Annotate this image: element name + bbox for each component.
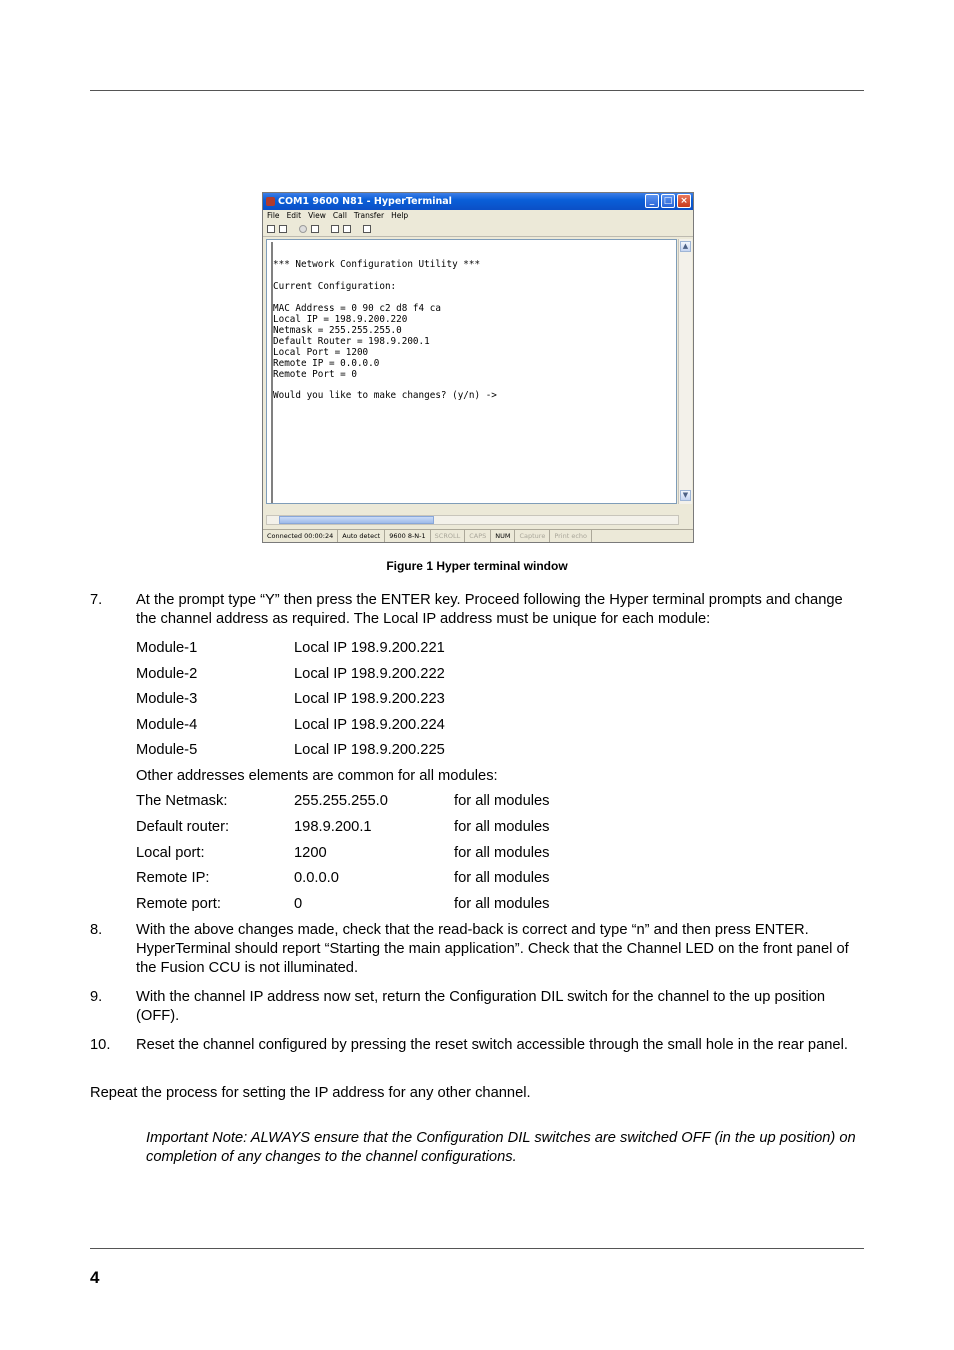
common-label-netmask: The Netmask: bbox=[136, 793, 228, 809]
step-8-number: 8. bbox=[90, 922, 103, 938]
status-caps: CAPS bbox=[465, 530, 491, 542]
status-detect: Auto detect bbox=[338, 530, 385, 542]
module-4-name: Module-4 bbox=[136, 717, 198, 733]
common-scope-remote-port: for all modules bbox=[454, 896, 550, 912]
common-label-remote-ip: Remote IP: bbox=[136, 870, 210, 886]
window-title: COM1 9600 N81 - HyperTerminal bbox=[278, 196, 452, 207]
common-scope-router: for all modules bbox=[454, 819, 550, 835]
horizontal-scrollbar bbox=[266, 515, 679, 525]
open-icon bbox=[279, 225, 287, 233]
module-5-name: Module-5 bbox=[136, 742, 198, 758]
hyperterminal-screenshot bbox=[262, 192, 694, 543]
status-settings: 9600 8-N-1 bbox=[385, 530, 430, 542]
terminal-output: *** Network Configuration Utility *** Current Configuration: MAC Address = 0 90 c2 d8 f4 ca Local IP = 198.9.200.220 Netmask = 255.255.255.0 Default Router = 198.9.200.1 Local Port = 1200 Remote IP = 0.0.0.0 Remote Port = 0 Would you like to make changes? (y/n) -> bbox=[273, 259, 497, 402]
minimize-icon: _ bbox=[645, 194, 659, 208]
common-scope-netmask: for all modules bbox=[454, 793, 550, 809]
scroll-up-icon: ▲ bbox=[680, 241, 691, 252]
common-value-netmask: 255.255.255.0 bbox=[294, 793, 388, 809]
hyperterminal-app-icon bbox=[266, 197, 275, 206]
window-toolbar bbox=[263, 222, 693, 237]
step-9-text: With the channel IP address now set, return the Configuration DIL switch for the channel to the up position (OFF). bbox=[136, 989, 826, 1024]
step-9-number: 9. bbox=[90, 989, 103, 1005]
menu-file: File bbox=[267, 211, 280, 220]
disconnect-icon bbox=[311, 225, 319, 233]
common-scope-remote-ip: for all modules bbox=[454, 870, 550, 886]
menu-view: View bbox=[308, 211, 326, 220]
footer-rule bbox=[90, 1248, 864, 1249]
horizontal-scroll-thumb bbox=[279, 516, 434, 524]
repeat-paragraph: Repeat the process for setting the IP address for any other channel. bbox=[90, 1085, 531, 1101]
receive-icon bbox=[343, 225, 351, 233]
close-icon: × bbox=[677, 194, 691, 208]
status-capture: Capture bbox=[515, 530, 550, 542]
menu-help: Help bbox=[391, 211, 409, 220]
module-1-name: Module-1 bbox=[136, 640, 198, 656]
step-8-text: With the above changes made, check that the read-back is correct and type “n” and then press ENTER. HyperTerminal should report “Starting the main application”. Check that the Channel LED on the front panel of the Fusion CCU is not illuminated. bbox=[136, 922, 849, 976]
menu-transfer: Transfer bbox=[353, 211, 385, 220]
window-menubar bbox=[263, 210, 693, 222]
status-connected: Connected 00:00:24 bbox=[263, 530, 338, 542]
module-3-name: Module-3 bbox=[136, 691, 198, 707]
module-2-ip: Local IP 198.9.200.222 bbox=[294, 666, 445, 682]
status-bar bbox=[263, 529, 693, 542]
maximize-icon: □ bbox=[661, 194, 675, 208]
common-scope-local-port: for all modules bbox=[454, 845, 550, 861]
terminal-area bbox=[266, 239, 677, 504]
step-10-number: 10. bbox=[90, 1037, 111, 1053]
status-num: NUM bbox=[491, 530, 515, 542]
send-icon bbox=[331, 225, 339, 233]
module-1-ip: Local IP 198.9.200.221 bbox=[294, 640, 445, 656]
common-label-local-port: Local port: bbox=[136, 845, 205, 861]
menu-edit: Edit bbox=[286, 211, 302, 220]
module-3-ip: Local IP 198.9.200.223 bbox=[294, 691, 445, 707]
properties-icon bbox=[363, 225, 371, 233]
header-rule bbox=[90, 90, 864, 91]
menu-call: Call bbox=[332, 211, 347, 220]
common-value-remote-port: 0 bbox=[294, 896, 303, 912]
vertical-scrollbar bbox=[678, 239, 692, 504]
module-5-ip: Local IP 198.9.200.225 bbox=[294, 742, 445, 758]
status-print-echo: Print echo bbox=[550, 530, 592, 542]
connect-icon bbox=[299, 225, 307, 233]
common-intro: Other addresses elements are common for all modules: bbox=[136, 768, 498, 784]
window-titlebar bbox=[263, 193, 693, 210]
step-7-number: 7. bbox=[90, 592, 103, 608]
common-label-remote-port: Remote port: bbox=[136, 896, 221, 912]
new-connection-icon bbox=[267, 225, 275, 233]
module-2-name: Module-2 bbox=[136, 666, 198, 682]
page-number: 4 bbox=[90, 1268, 100, 1287]
status-scroll: SCROLL bbox=[431, 530, 466, 542]
scroll-down-icon: ▼ bbox=[680, 490, 691, 501]
common-label-router: Default router: bbox=[136, 819, 230, 835]
common-value-remote-ip: 0.0.0.0 bbox=[294, 870, 339, 886]
figure-caption: Figure 1 Hyper terminal window bbox=[386, 559, 568, 573]
step-7-text: At the prompt type “Y” then press the ENTER key. Proceed following the Hyper terminal prompts and change the channel address as required. The Local IP address must be unique for each module: bbox=[136, 592, 843, 627]
step-10-text: Reset the channel configured by pressing the reset switch accessible through the small hole in the rear panel. bbox=[136, 1037, 848, 1053]
important-note: Important Note: ALWAYS ensure that the Configuration DIL switches are switched OFF (in the up position) on completion of any changes to the channel configurations. bbox=[146, 1130, 856, 1165]
common-value-router: 198.9.200.1 bbox=[294, 819, 372, 835]
module-4-ip: Local IP 198.9.200.224 bbox=[294, 717, 445, 733]
common-value-local-port: 1200 bbox=[294, 845, 327, 861]
